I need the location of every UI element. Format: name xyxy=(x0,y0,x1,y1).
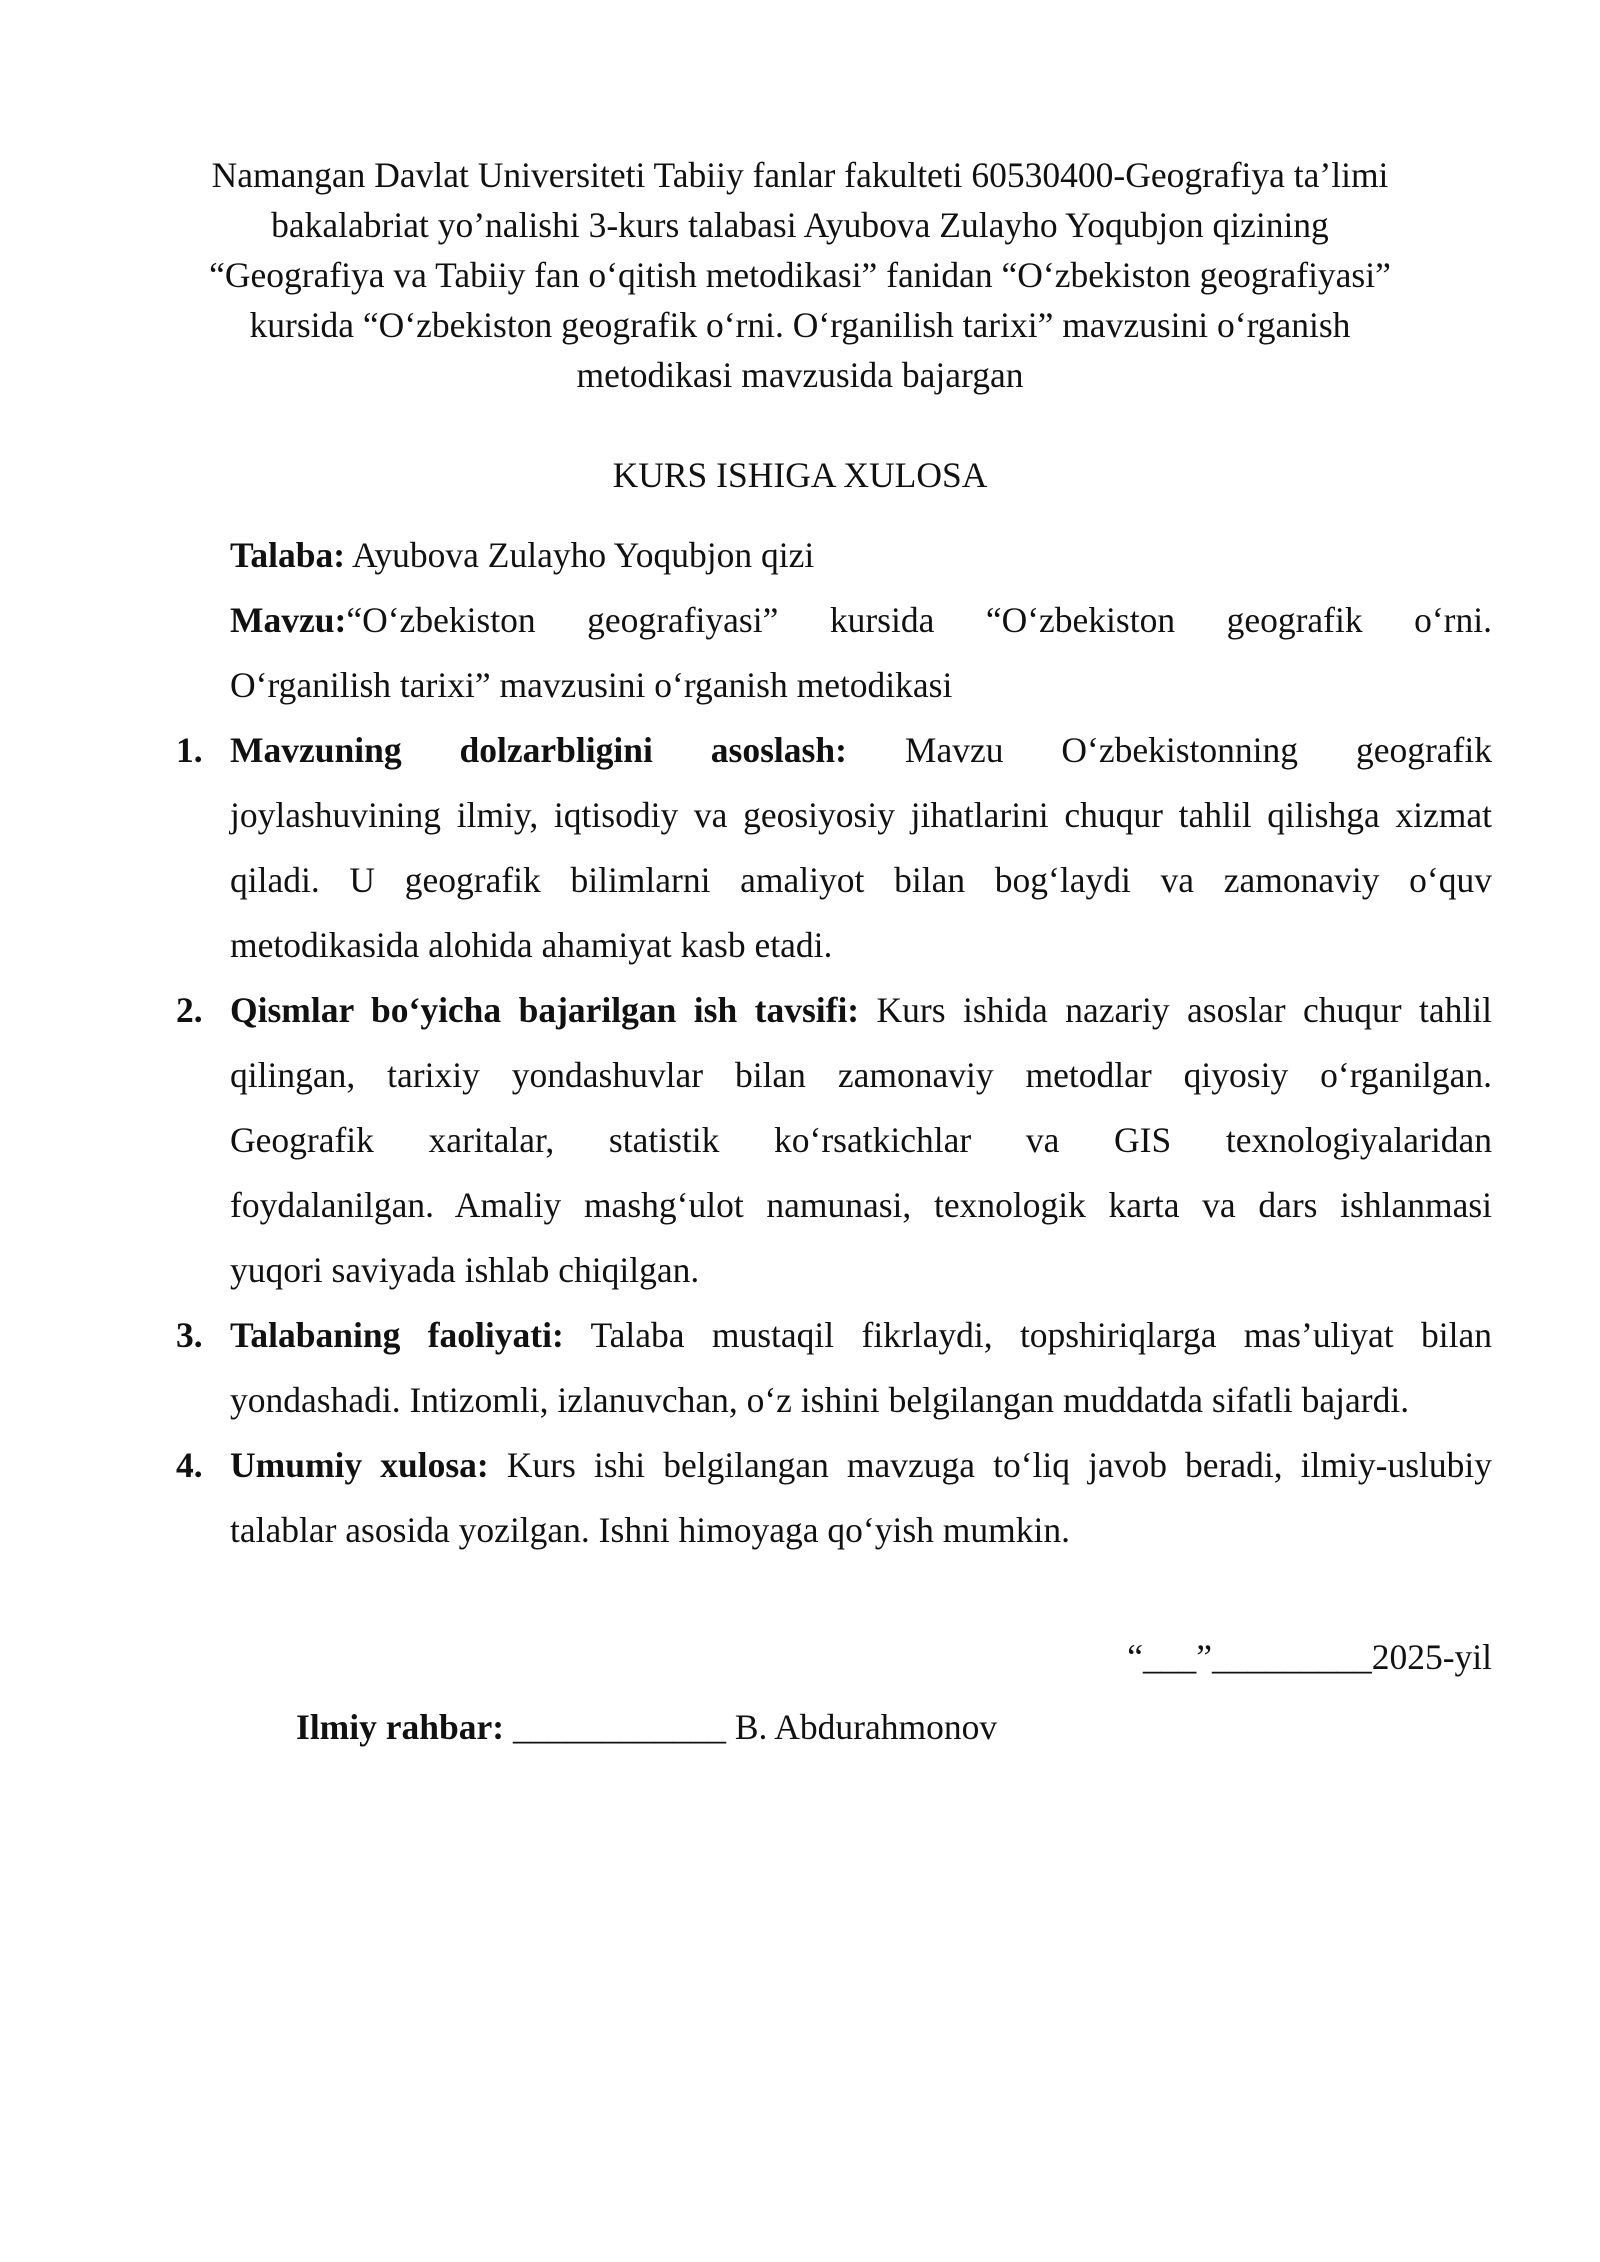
topic-line-1: “O‘zbekiston geografiyasi” kursida “O‘zbekiston geografik o‘rni. xyxy=(346,600,1492,640)
item-3-number: 3. xyxy=(176,1315,203,1355)
document-header xyxy=(200,150,1400,400)
topic-line-2: O‘rganilish tarixi” mavzusini o‘rganish metodikasi xyxy=(230,665,953,705)
supervisor-signature xyxy=(296,1702,997,1752)
list-item-2 xyxy=(230,978,1492,1303)
item-3-line-2: yondashadi. Intizomli, izlanuvchan, o‘z ishini belgilangan muddatda sifatli bajardi. xyxy=(230,1380,1410,1420)
student-label: Talaba: xyxy=(230,535,346,575)
item-4-label: Umumiy xulosa: xyxy=(230,1445,489,1485)
header-line-2: bakalabriat yo’nalishi 3-kurs talabasi Ayubova Zulayho Yoqubjon qizining xyxy=(271,205,1329,245)
item-1-line-4: metodikasida alohida ahamiyat kasb etadi. xyxy=(230,925,833,965)
supervisor-value: ____________ B. Abdurahmonov xyxy=(504,1707,998,1747)
topic-label: Mavzu: xyxy=(230,600,347,640)
item-2-line-4: foydalanilgan. Amaliy mashg‘ulot namunasi, texnologik karta va dars ishlanmasi xyxy=(230,1185,1492,1225)
list-item-1 xyxy=(230,718,1492,978)
item-2-line-3: Geografik xaritalar, statistik ko‘rsatkichlar va GIS texnologiyalaridan xyxy=(230,1120,1492,1160)
list-item-3 xyxy=(230,1303,1492,1433)
item-1-line-1: Mavzu O‘zbekistonning geografik xyxy=(846,730,1492,770)
item-4-line-1: Kurs ishi belgilangan mavzuga to‘liq javob beradi, ilmiy-uslubiy xyxy=(488,1445,1492,1485)
date-line: “___”_________2025-yil xyxy=(1127,1637,1492,1677)
student-field xyxy=(230,523,1492,588)
item-3-line-1: Talaba mustaqil fikrlaydi, topshiriqlarga mas’uliyat bilan xyxy=(563,1315,1492,1355)
student-value: Ayubova Zulayho Yoqubjon qizi xyxy=(345,535,815,575)
item-2-line-5: yuqori saviyada ishlab chiqilgan. xyxy=(230,1250,700,1290)
item-1-line-3: qiladi. U geografik bilimlarni amaliyot bilan bog‘laydi va zamonaviy o‘quv xyxy=(230,860,1492,900)
item-2-label: Qismlar bo‘yicha bajarilgan ish tavsifi: xyxy=(230,990,860,1030)
document-title: KURS ISHIGA XULOSA xyxy=(612,455,988,495)
item-1-label: Mavzuning dolzarbligini asoslash: xyxy=(230,730,847,770)
item-1-number: 1. xyxy=(176,730,203,770)
item-2-line-1: Kurs ishida nazariy asoslar chuqur tahlil xyxy=(859,990,1492,1030)
item-2-line-2: qilingan, tarixiy yondashuvlar bilan zamonaviy metodlar qiyosiy o‘rganilgan. xyxy=(230,1055,1492,1095)
item-4-line-2: talablar asosida yozilgan. Ishni himoyaga qo‘yish mumkin. xyxy=(230,1510,1071,1550)
supervisor-label: Ilmiy rahbar: xyxy=(296,1707,505,1747)
header-line-4: kursida “O‘zbekiston geografik o‘rni. O‘rganilish tarixi” mavzusini o‘rganish xyxy=(249,305,1351,345)
header-line-1: Namangan Davlat Universiteti Tabiiy fanlar fakulteti 60530400-Geografiya ta’limi xyxy=(211,155,1389,195)
item-2-number: 2. xyxy=(176,990,203,1030)
item-3-label: Talabaning faoliyati: xyxy=(230,1315,564,1355)
item-1-line-2: joylashuvining ilmiy, iqtisodiy va geosiyosiy jihatlarini chuqur tahlil qilishga xizmat xyxy=(230,795,1492,835)
header-line-5: metodikasi mavzusida bajargan xyxy=(576,355,1024,395)
topic-field xyxy=(230,588,1492,718)
list-item-4 xyxy=(230,1433,1492,1563)
item-4-number: 4. xyxy=(176,1445,203,1485)
header-line-3: “Geografiya va Tabiiy fan o‘qitish metodikasi” fanidan “O‘zbekiston geografiyasi” xyxy=(209,255,1391,295)
